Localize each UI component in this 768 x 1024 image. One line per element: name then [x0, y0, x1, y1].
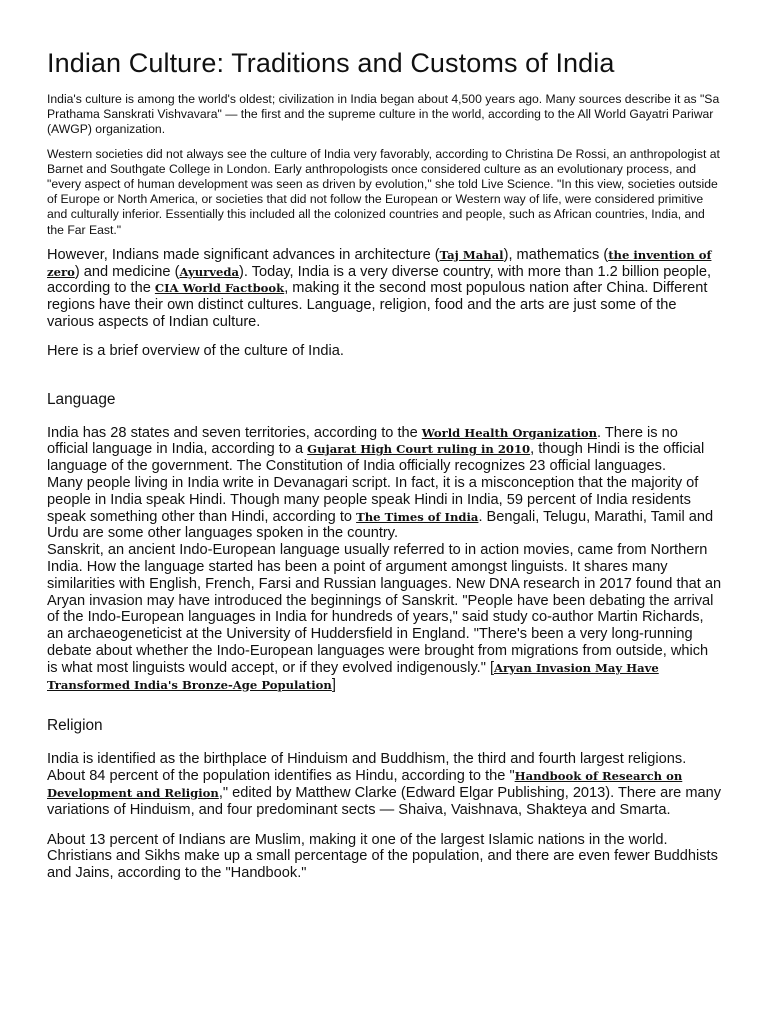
language-paragraph-2 — [47, 475, 722, 542]
text-segment: Sanskrit, an ancient Indo-European language usually referred to in action movies, came from Northern India. How the language started has been a point of argument amongst linguists. It shares many similarities with English, French, Farsi and Russian languages. New DNA research in 2017 found that an Aryan invasion may have introduced the beginnings of Sanskrit. "People have been debating the arrival of the Indo-European languages in India for hundreds of years," said study co-author Martin Richards, an archaeogeneticist at the University of Huddersfield in England. "There's been a very long-running debate about whether the Indo-European languages were brought from migrations from outside, which is what most linguists would accept, or if they evolved indigenously." [ — [47, 542, 722, 676]
text-segment: , making it the second most populous nation after China. Different regions have their own distinct cultures. Language, religion, food and the arts are just some of the various aspects of Indian culture. — [47, 280, 708, 331]
intro-paragraph-4: Here is a brief overview of the culture of India. — [47, 342, 344, 359]
text-segment: . There is no official language in India, according to a — [47, 424, 678, 458]
text-segment: ," edited by Matthew Clarke (Edward Elgar Publishing, 2013). There are many variations of Hinduism, and four predominant sects — Shaiva, Vaishnava, Shakteya and Smarta. — [47, 784, 722, 818]
aryan-invasion-link[interactable]: Aryan Invasion May Have Transformed India's Bronze-Age Population — [47, 660, 659, 692]
cia-world-factbook-link[interactable]: CIA World Factbook — [154, 281, 285, 296]
page-title: Indian Culture: Traditions and Customs of India — [47, 48, 615, 78]
text-segment: India is identified as the birthplace of Hinduism and Buddhism, the third and fourth largest religions. About 84 percent of the population identifies as Hindu, according to the " — [47, 751, 687, 785]
text-segment: However, Indians made significant advances in architecture ( — [47, 246, 440, 263]
text-segment: Many people living in India write in Devanagari script. In fact, it is a misconception that the majority of people in India speak Hindi. Though many people speak Hindi in India, 59 percent of India residents speak something other than Hindi, according to — [47, 475, 699, 525]
intro-paragraph-3 — [47, 247, 722, 331]
text-segment: . Bengali, Telugu, Marathi, Tamil and Urdu are some other languages spoken in the country. — [47, 508, 714, 542]
invention-of-zero-link[interactable]: the invention of zero — [47, 247, 712, 279]
text-segment: ). Today, India is a very diverse country, with more than 1.2 billion people, according to the — [47, 263, 712, 297]
handbook-link[interactable]: Handbook of Research on Development and Religion — [47, 769, 683, 800]
language-paragraph-3 — [47, 542, 722, 693]
text-segment: ) and medicine ( — [74, 263, 180, 280]
intro-paragraph-2: Western societies did not always see the culture of India very favorably, according to Christina De Rossi, an anthropologist at Barnet and Southgate College in London. Early anthropologists once considered culture as an evolutionary process, and "every aspect of human development was seen as driven by evolution," she told Live Science. "In this view, societies outside of Europe or North America, or societies that did not follow the European or Western way of life, were considered primitive and culturally inferior. Essentially this included all the colonized countries and people, such as African countries, India, and the Far East." — [47, 146, 720, 237]
intro-paragraph-1: India's culture is among the world's oldest; civilization in India began about 4,500 years ago. Many sources describe it as "Sa Prathama Sanskrati Vishvavara" — the first and the supreme culture in the world, according to the All World Gayatri Pariwar (AWGP) organization. — [47, 92, 720, 137]
text-segment: , though Hindi is the official language of the government. The Constitution of India officially recognizes 23 official languages. — [47, 441, 705, 475]
religion-paragraph-1 — [47, 751, 722, 818]
taj-mahal-link[interactable]: Taj Mahal — [439, 247, 504, 262]
text-segment: ] — [331, 676, 336, 693]
section-heading-religion: Religion — [47, 717, 103, 735]
ayurveda-link[interactable]: Ayurveda — [179, 264, 239, 279]
who-link[interactable]: World Health Organization — [421, 425, 598, 440]
section-heading-language: Language — [47, 390, 116, 408]
times-of-india-link[interactable]: The Times of India — [356, 509, 479, 524]
gujarat-court-link[interactable]: Gujarat High Court ruling in 2010 — [307, 442, 531, 457]
language-paragraph-1 — [47, 425, 722, 475]
text-segment: ), mathematics ( — [503, 246, 609, 263]
religion-paragraph-2: About 13 percent of Indians are Muslim, making it one of the largest Islamic nations in the world. Christians and Sikhs make up a small percentage of the population, and there are even fewer Buddhists and Jains, according to the "Handbook." — [47, 831, 718, 882]
text-segment: India has 28 states and seven territories, according to the — [47, 424, 422, 441]
